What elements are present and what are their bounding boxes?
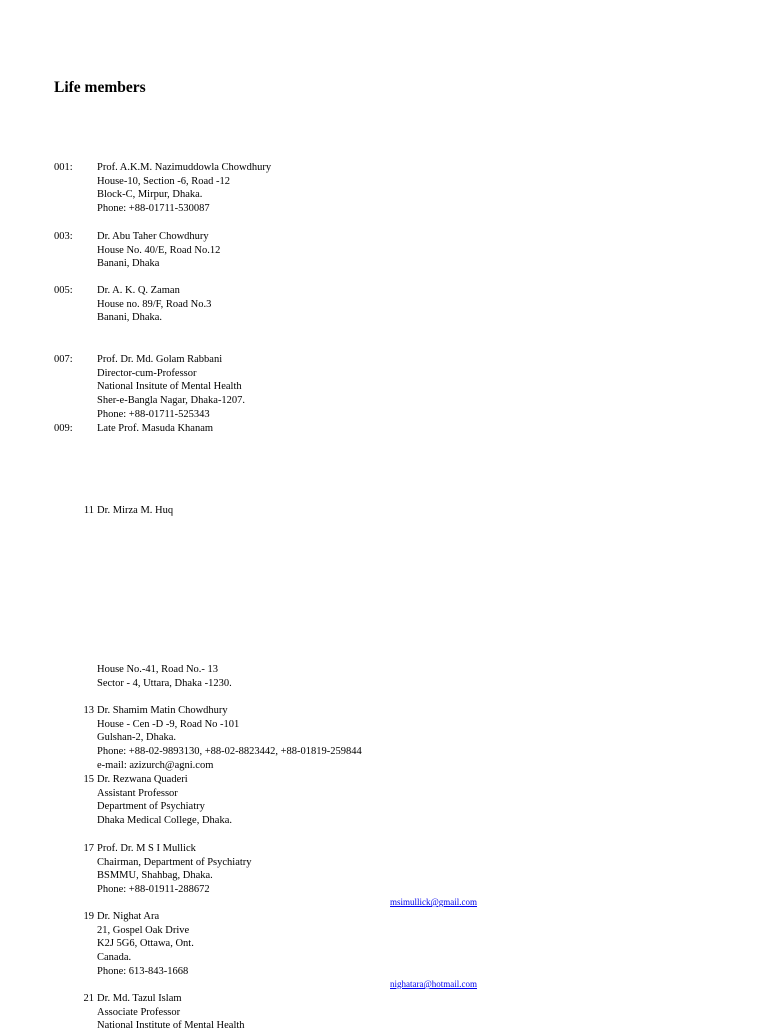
member-details xyxy=(97,504,173,518)
member-phone: Phone: +88-01911-288672 xyxy=(97,884,210,896)
member-details xyxy=(97,422,213,436)
email-link-msimullick[interactable]: msimullick@gmail.com xyxy=(390,897,478,907)
member-institution: Dhaka Medical College, Dhaka. xyxy=(97,815,232,827)
member-address-line: 21, Gospel Oak Drive xyxy=(97,924,190,936)
member-details xyxy=(97,992,245,1033)
member-address-line: Canada. xyxy=(97,952,132,964)
member-address-line: K2J 5G6, Ottawa, Ont. xyxy=(97,938,194,950)
member-name: Dr. Nighat Ara xyxy=(97,911,160,922)
member-details xyxy=(97,284,211,325)
member-phone: Phone: +88-01711-525343 xyxy=(97,408,210,420)
member-details xyxy=(97,842,252,897)
member-address-line: House-10, Section -6, Road -12 xyxy=(97,175,230,187)
member-details xyxy=(97,353,245,422)
member-number: 007: xyxy=(54,354,73,365)
member-address-line: BSMMU, Shahbag, Dhaka. xyxy=(97,870,213,882)
member-department: Department of Psychiatry xyxy=(97,801,205,813)
member-title: Chairman, Department of Psychiatry xyxy=(97,856,252,868)
member-name: Dr. Abu Taher Chowdhury xyxy=(97,231,209,242)
member-number: 003: xyxy=(54,231,73,242)
member-title: Associate Professor xyxy=(97,1006,181,1018)
member-number: 005: xyxy=(54,285,73,296)
member-institution: National Institute of Mental Health xyxy=(97,1020,245,1032)
member-address-line: Block-C, Mirpur, Dhaka. xyxy=(97,189,203,201)
member-number: 15 xyxy=(83,774,94,785)
member-number: 17 xyxy=(83,843,94,854)
member-email: e-mail: azizurch@agni.com xyxy=(97,759,214,771)
member-address-line: Sector - 4, Uttara, Dhaka -1230. xyxy=(97,677,232,689)
member-name: Prof. A.K.M. Nazimuddowla Chowdhury xyxy=(97,162,272,173)
member-name: Dr. Md. Tazul Islam xyxy=(97,993,182,1004)
member-address-line: Sher-e-Bangla Nagar, Dhaka-1207. xyxy=(97,395,246,407)
member-number: 19 xyxy=(83,911,94,922)
member-institution: National Insitute of Mental Health xyxy=(97,381,242,393)
member-number: 009: xyxy=(54,423,73,434)
member-name: Prof. Dr. M S I Mullick xyxy=(97,843,196,854)
member-address-line: Banani, Dhaka xyxy=(97,258,160,270)
member-number: 11 xyxy=(83,505,94,516)
member-name: Dr. Rezwana Quaderi xyxy=(97,774,188,785)
member-details xyxy=(97,161,271,216)
page-title: Life members xyxy=(54,79,146,96)
member-name: Dr. Shamim Matin Chowdhury xyxy=(97,705,228,716)
member-address-line: House No.-41, Road No.- 13 xyxy=(97,664,219,675)
member-phone: Phone: 613-843-1668 xyxy=(97,965,189,977)
member-address-line: Banani, Dhaka. xyxy=(97,312,163,324)
member-number: 13 xyxy=(83,705,94,716)
member-name: Late Prof. Masuda Khanam xyxy=(97,423,214,434)
member-phone: Phone: +88-02-9893130, +88-02-8823442, +88-01819-259844 xyxy=(97,746,362,758)
member-details xyxy=(97,773,232,828)
member-details xyxy=(97,663,232,690)
member-title: Director-cum-Professor xyxy=(97,367,197,379)
member-details xyxy=(97,230,220,271)
member-address-line: Gulshan-2, Dhaka. xyxy=(97,732,177,744)
member-title: Assistant Professor xyxy=(97,787,178,799)
member-name: Dr. Mirza M. Huq xyxy=(97,505,174,516)
member-name: Prof. Dr. Md. Golam Rabbani xyxy=(97,354,223,365)
member-phone: Phone: +88-01711-530087 xyxy=(97,203,210,215)
member-number: 001: xyxy=(54,162,73,173)
member-address-line: House no. 89/F, Road No.3 xyxy=(97,298,212,310)
member-address-line: House - Cen -D -9, Road No -101 xyxy=(97,718,240,730)
member-details xyxy=(97,704,362,773)
member-address-line: House No. 40/E, Road No.12 xyxy=(97,244,221,256)
member-number: 21 xyxy=(83,993,94,1004)
member-details xyxy=(97,910,194,979)
member-name: Dr. A. K. Q. Zaman xyxy=(97,285,180,296)
email-link-nighatara[interactable]: nighatara@hotmail.com xyxy=(390,979,478,989)
